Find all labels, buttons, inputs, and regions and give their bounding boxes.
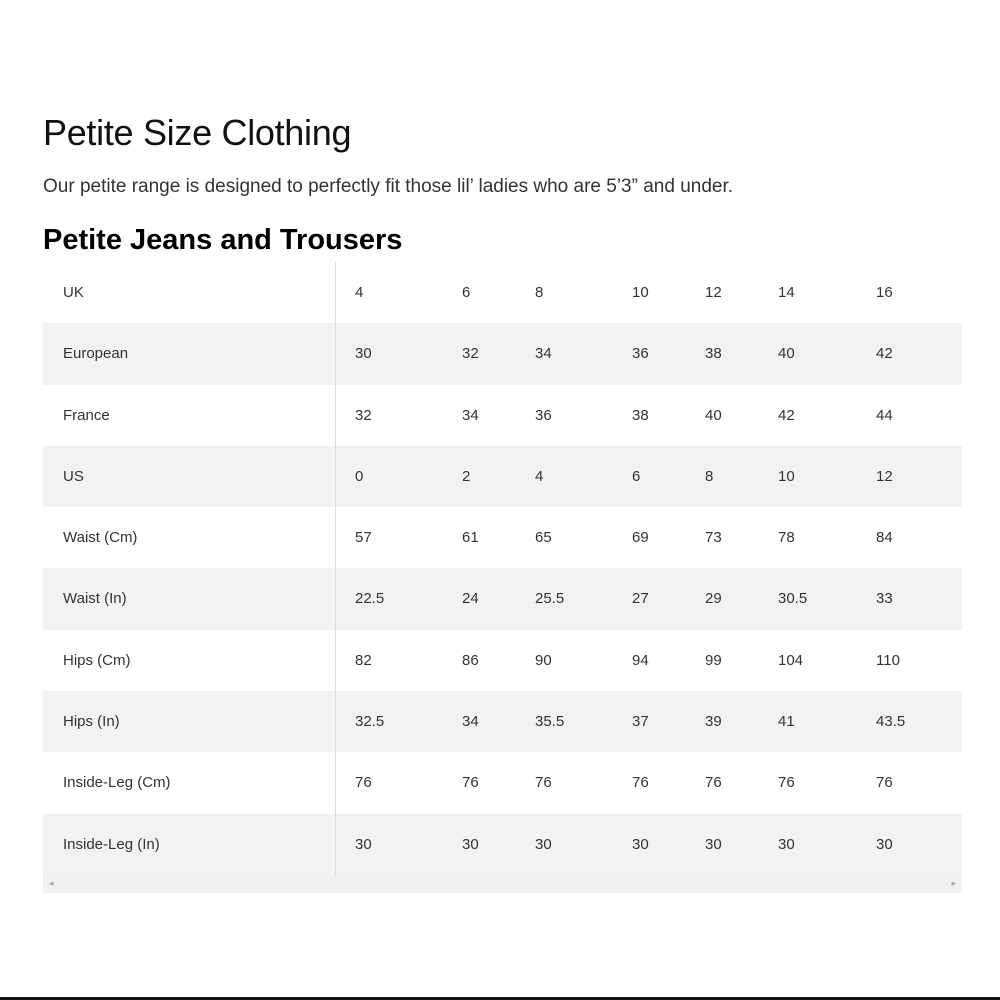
table-cell: 41 <box>778 713 795 731</box>
table-cell: 0 <box>355 467 364 485</box>
table-cell: 30 <box>876 835 893 853</box>
table-cell: 35.5 <box>535 713 565 731</box>
table-cell: 29 <box>705 590 722 608</box>
table-cell: 76 <box>632 774 649 792</box>
table-cell: 40 <box>705 406 722 424</box>
table-cell: 90 <box>535 651 552 669</box>
size-chart-table <box>43 262 962 875</box>
table-cell: 44 <box>876 406 893 424</box>
table-cell: 22.5 <box>355 590 385 608</box>
table-cell: 30.5 <box>778 590 808 608</box>
table-cell: 25.5 <box>535 590 565 608</box>
table-cell: 30 <box>355 835 372 853</box>
table-cell: 16 <box>876 284 893 301</box>
table-cell: 34 <box>462 713 479 731</box>
table-cell: 99 <box>705 651 722 669</box>
table-cell: 43.5 <box>876 713 906 731</box>
row-label: Waist (Cm) <box>63 529 138 547</box>
table-cell: 4 <box>355 284 364 301</box>
row-label: Inside-Leg (Cm) <box>63 774 171 792</box>
table-cell: 30 <box>535 835 552 853</box>
table-cell: 76 <box>355 774 372 792</box>
row-label: Waist (In) <box>63 590 127 608</box>
table-cell: 76 <box>876 774 893 792</box>
table-cell: 42 <box>876 345 893 363</box>
table-row <box>43 323 962 384</box>
table-cell: 30 <box>462 835 479 853</box>
table-cell: 73 <box>705 529 722 547</box>
table-cell: 76 <box>535 774 552 792</box>
table-cell: 65 <box>535 529 552 547</box>
table-cell: 27 <box>632 590 649 608</box>
column-divider <box>335 262 336 875</box>
table-cell: 94 <box>632 651 649 669</box>
table-cell: 10 <box>778 467 795 485</box>
table-cell: 33 <box>876 590 893 608</box>
table-cell: 30 <box>705 835 722 853</box>
table-cell: 57 <box>355 529 372 547</box>
table-row <box>43 446 962 507</box>
section-title: Petite Jeans and Trousers <box>43 224 403 256</box>
table-cell: 10 <box>632 284 649 301</box>
table-cell: 32 <box>462 345 479 363</box>
table-cell: 8 <box>705 467 714 485</box>
table-cell: 4 <box>535 467 544 485</box>
table-cell: 34 <box>535 345 552 363</box>
table-cell: 14 <box>778 284 795 301</box>
table-cell: 82 <box>355 651 372 669</box>
table-cell: 30 <box>778 835 795 853</box>
table-cell: 61 <box>462 529 479 547</box>
row-label: Hips (Cm) <box>63 651 131 669</box>
table-row <box>43 691 962 752</box>
table-row <box>43 262 962 323</box>
table-cell: 36 <box>632 345 649 363</box>
row-label: UK <box>63 284 84 301</box>
row-label: US <box>63 467 84 485</box>
table-cell: 39 <box>705 713 722 731</box>
scroll-left-icon[interactable]: ◂ <box>49 878 54 888</box>
table-cell: 110 <box>876 651 900 669</box>
table-cell: 78 <box>778 529 795 547</box>
intro-text: Our petite range is designed to perfectly fit those lil’ ladies who are 5’3” and under. <box>43 176 734 197</box>
table-cell: 38 <box>705 345 722 363</box>
table-cell: 34 <box>462 406 479 424</box>
table-cell: 30 <box>632 835 649 853</box>
table-row <box>43 814 962 875</box>
table-cell: 69 <box>632 529 649 547</box>
row-label: France <box>63 406 110 424</box>
table-cell: 8 <box>535 284 544 301</box>
table-cell: 6 <box>462 284 471 301</box>
table-row <box>43 507 962 568</box>
table-cell: 12 <box>876 467 893 485</box>
table-cell: 38 <box>632 406 649 424</box>
table-cell: 42 <box>778 406 795 424</box>
table-cell: 104 <box>778 651 804 669</box>
scroll-right-icon[interactable]: ▸ <box>951 878 956 888</box>
row-label: Inside-Leg (In) <box>63 835 160 853</box>
table-cell: 2 <box>462 467 471 485</box>
table-row <box>43 385 962 446</box>
table-cell: 76 <box>462 774 479 792</box>
row-label: Hips (In) <box>63 713 120 731</box>
table-cell: 76 <box>778 774 795 792</box>
table-cell: 32.5 <box>355 713 385 731</box>
table-cell: 32 <box>355 406 372 424</box>
table-cell: 12 <box>705 284 722 301</box>
table-row <box>43 752 962 813</box>
table-cell: 86 <box>462 651 479 669</box>
horizontal-scrollbar[interactable] <box>43 875 962 893</box>
table-cell: 6 <box>632 467 641 485</box>
row-label: European <box>63 345 129 363</box>
table-cell: 30 <box>355 345 372 363</box>
table-cell: 76 <box>705 774 722 792</box>
table-cell: 37 <box>632 713 649 731</box>
table-cell: 84 <box>876 529 893 547</box>
table-row <box>43 630 962 691</box>
table-cell: 40 <box>778 345 795 363</box>
table-row <box>43 568 962 629</box>
page-title: Petite Size Clothing <box>43 112 352 153</box>
table-cell: 36 <box>535 406 552 424</box>
table-cell: 24 <box>462 590 479 608</box>
